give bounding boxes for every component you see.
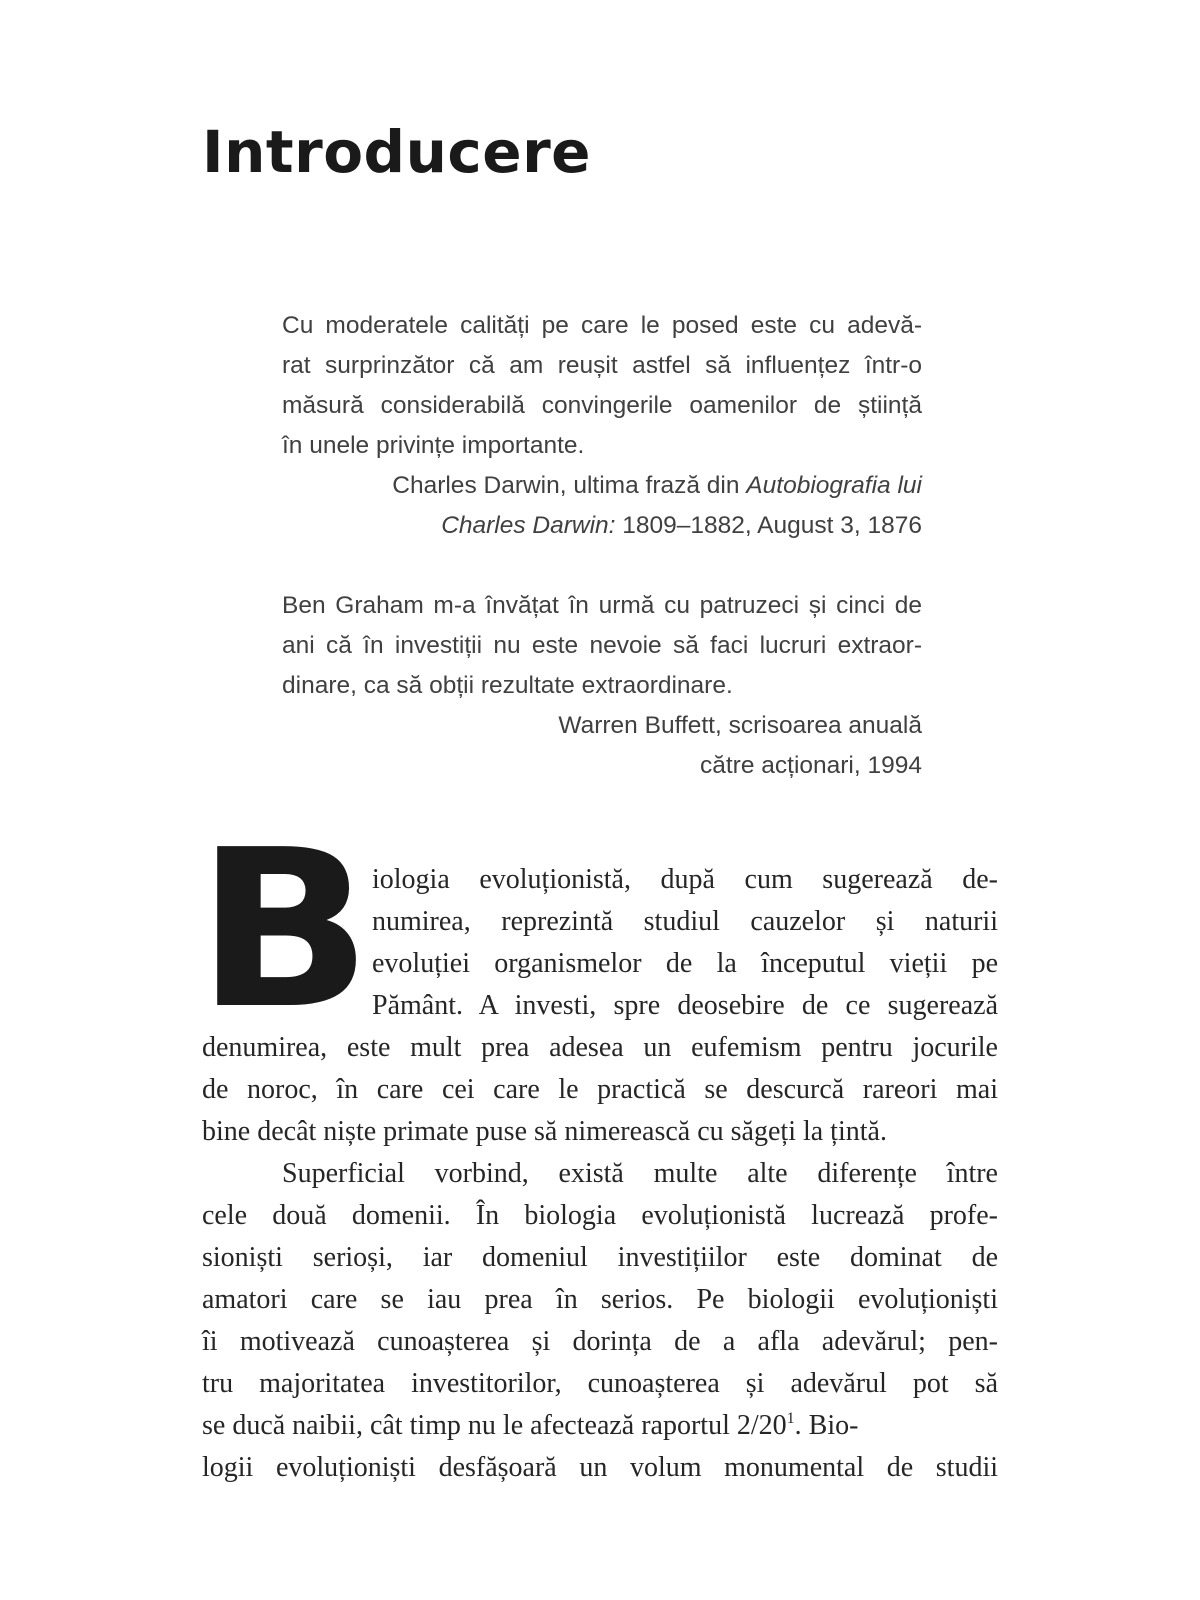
body-line: iologia evoluționistă, după cum sugerează de- xyxy=(372,864,998,895)
attribution-text: 1809–1882, August 3, 1876 xyxy=(615,512,922,539)
body-line: amatori care se iau prea în serios. Pe biologii evoluționiști xyxy=(202,1284,998,1315)
chapter-title: Introducere xyxy=(202,118,592,186)
body-line: cele două domenii. În biologia evoluționistă lucrează profe- xyxy=(202,1200,998,1231)
body-line: îi motivează cunoașterea și dorința de a afla adevărul; pen- xyxy=(202,1326,998,1357)
book-title: Autobiografia lui xyxy=(746,472,922,499)
epigraph-attribution xyxy=(282,506,922,546)
body-line: sioniști serioși, iar domeniul investițiilor este dominat de xyxy=(202,1242,998,1273)
body-line: Superficial vorbind, există multe alte diferențe între xyxy=(282,1158,998,1189)
epigraph-line: măsură considerabilă convingerile oamenilor de știință xyxy=(282,392,922,419)
epigraph-line: dinare, ca să obții rezultate extraordinare. xyxy=(282,672,733,699)
body-line: denumirea, este mult prea adesea un eufemism pentru jocurile xyxy=(202,1032,998,1063)
epigraph-line: în unele privințe importante. xyxy=(282,432,585,459)
body-line-with-footnote xyxy=(202,1405,998,1447)
epigraph-line: ani că în investiții nu este nevoie să faci lucruri extraor- xyxy=(282,632,922,659)
footnote-reference[interactable]: 1 xyxy=(786,1410,795,1427)
drop-cap: B xyxy=(196,804,373,1057)
body-line-tail: . Bio- xyxy=(794,1410,859,1441)
body-text xyxy=(202,859,998,1489)
body-line: Pământ. A investi, spre deosebire de ce sugerează xyxy=(372,990,998,1021)
epigraph-line: rat surprinzător că am reușit astfel să influențez într-o xyxy=(282,352,922,379)
epigraph-attribution: către acționari, 1994 xyxy=(700,752,922,779)
epigraph-darwin xyxy=(282,306,922,546)
body-line: de noroc, în care cei care le practică se descurcă rareori mai xyxy=(202,1074,998,1105)
epigraph-attribution xyxy=(282,466,922,506)
body-line: logii evoluționiști desfășoară un volum monumental de studii xyxy=(202,1452,998,1483)
body-line: evoluției organismelor de la începutul vieții pe xyxy=(372,948,998,979)
epigraph-buffett xyxy=(282,586,922,786)
epigraph-attribution: Warren Buffett, scrisoarea anuală xyxy=(558,712,922,739)
book-title: Charles Darwin: xyxy=(441,512,616,539)
body-line: bine decât niște primate puse să nimerească cu săgeți la țintă. xyxy=(202,1116,887,1147)
epigraph-line: Ben Graham m-a învățat în urmă cu patruzeci și cinci de xyxy=(282,592,922,619)
attribution-text: Charles Darwin, ultima frază din xyxy=(392,472,747,499)
body-line: tru majoritatea investitorilor, cunoașterea și adevărul pot să xyxy=(202,1368,998,1399)
epigraph-line: Cu moderatele calități pe care le posed este cu adevă- xyxy=(282,312,922,339)
body-line-text: se ducă naibii, cât timp nu le afectează raportul 2/20 xyxy=(202,1410,787,1441)
body-line: numirea, reprezintă studiul cauzelor și naturii xyxy=(372,906,998,937)
